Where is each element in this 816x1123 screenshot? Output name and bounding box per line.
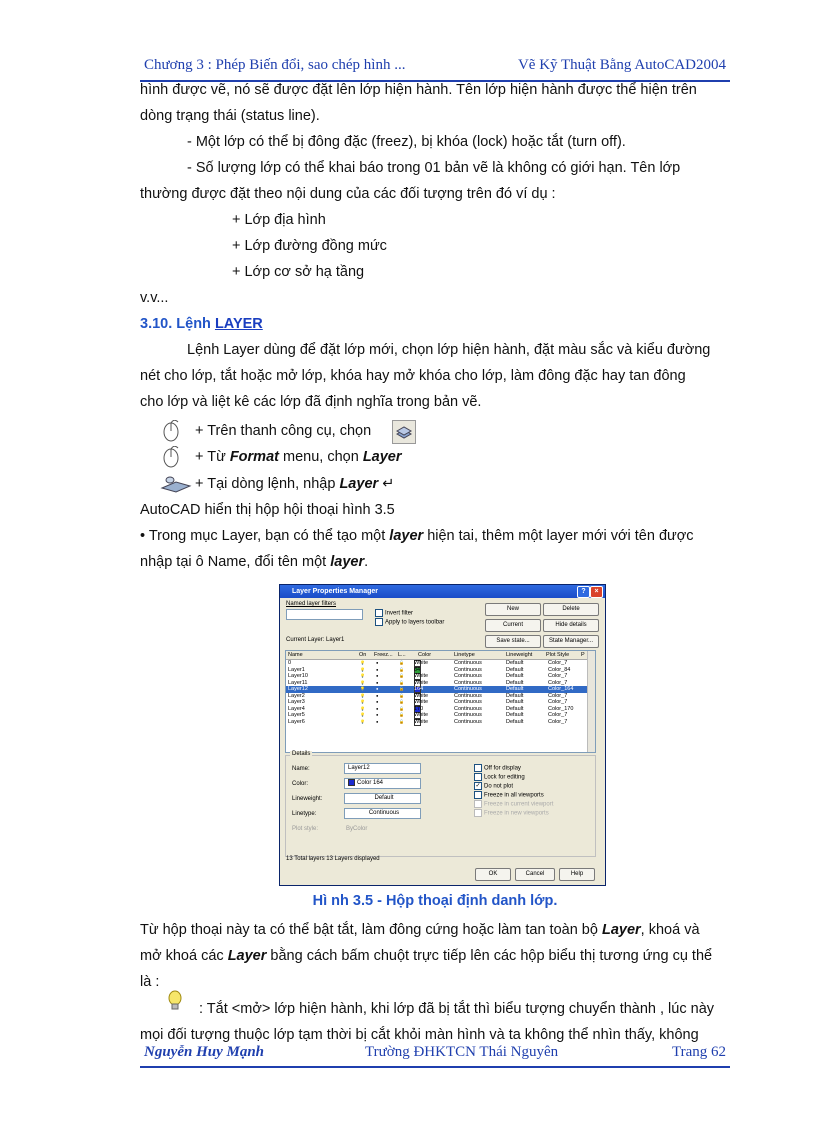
section-heading: 3.10. Lệnh LAYER	[140, 316, 263, 332]
layer-row[interactable]: Layer12 💡 ● 🔓 164 Continuous Default Color_164	[286, 686, 595, 693]
method-toolbar: + Trên thanh công cụ, chọn	[195, 423, 372, 439]
layer-row[interactable]: 0 💡 ● 🔓 White Continuous Default Color_7	[288, 660, 568, 666]
footer-page-number: Trang 62	[671, 1044, 726, 1060]
mouse-icon	[160, 420, 182, 442]
lightbulb-icon	[167, 990, 183, 1012]
layer-row[interactable]: Layer1 💡 ● 🔓 84 Continuous Default Color_84	[288, 666, 571, 673]
paragraph-line: • Trong mục Layer, bạn có thể tạo một layer hiện tai, thêm một layer mới với tên được	[140, 528, 694, 544]
hide-details-button[interactable]: Hide details	[543, 619, 599, 632]
dialog-titlebar	[280, 585, 605, 598]
page-footer	[140, 1040, 730, 1068]
body-text-mid	[140, 497, 730, 575]
header-chapter: Chương 3 : Phép Biến đổi, sao chép hình ...	[144, 57, 406, 73]
off-display-checkbox[interactable]: Off for display	[474, 764, 521, 772]
method-command-line: + Tại dòng lệnh, nhập Layer ↵	[195, 476, 395, 492]
body-text-top	[140, 77, 730, 415]
footer-author: Nguyễn Huy Mạnh	[144, 1044, 265, 1060]
filter-dropdown[interactable]	[286, 609, 363, 620]
layer-row[interactable]: Layer10 💡 ● 🔓 White Continuous Default Color_7	[288, 673, 568, 679]
mouse-icon	[160, 446, 182, 468]
body-text-bottom	[140, 917, 730, 995]
paragraph-line: AutoCAD hiển thị hộp hội thoại hình 3.5	[140, 502, 395, 518]
dialog-title: Layer Properties Manager	[292, 588, 378, 595]
current-button[interactable]: Current	[485, 619, 541, 632]
figure-caption: Hì nh 3.5 - Hộp thoại định danh lớp.	[312, 893, 558, 909]
header-book-title: Vẽ Kỹ Thuật Bằng AutoCAD2004	[517, 57, 726, 73]
help-icon[interactable]: ?	[577, 586, 590, 598]
help-button[interactable]: Help	[559, 868, 595, 881]
do-not-plot-checkbox[interactable]: ✓ Do not plot	[475, 783, 514, 790]
layer-command-link[interactable]: LAYER	[214, 316, 263, 332]
plot-style-value: ByColor	[346, 826, 368, 832]
layer-list[interactable]	[285, 650, 596, 753]
paragraph-line: Từ hộp thoại này ta có thể bật tắt, làm đông cứng hoặc làm tan toàn bộ Layer, khoá và	[140, 922, 700, 938]
footer-school: Trường ĐHKTCN Thái Nguyên	[365, 1044, 559, 1060]
paragraph-line: hình được vẽ, nó sẽ được đặt lên lớp hiện hành. Tên lớp hiện hành được thể hiện trên	[140, 82, 697, 98]
freeze-new-checkbox[interactable]: Freeze in new viewports	[474, 809, 549, 817]
lock-edit-checkbox[interactable]: Lock for editing	[474, 773, 525, 781]
details-panel	[285, 751, 596, 857]
layer-row[interactable]: Layer2 💡 ● 🔓 White Continuous Default Color_7	[288, 692, 568, 699]
ok-button[interactable]: OK	[475, 868, 511, 881]
name-label: Name:	[292, 766, 310, 772]
paragraph-line: nhập tại ô Name, đổi tên một layer.	[140, 554, 369, 570]
layer-row[interactable]: Layer5 💡 ● 🔓 White Continuous Default Color_7	[288, 712, 568, 718]
method-format-menu: + Từ Format menu, chọn Layer	[195, 449, 402, 465]
plot-style-label: Plot style:	[292, 826, 319, 832]
lineweight-label: Lineweight:	[292, 796, 323, 802]
state-manager-button[interactable]: State Manager...	[543, 635, 599, 648]
layer-row[interactable]: Layer11 💡 ● 🔓 White Continuous Default Color_7	[288, 679, 568, 686]
paragraph-line: Lệnh Layer dùng để đặt lớp mới, chọn lớp hiện hành, đặt màu sắc và kiểu đường	[187, 342, 711, 358]
new-button[interactable]: New	[485, 603, 541, 616]
example-item: + Lớp cơ sở hạ tầng	[232, 264, 365, 280]
cancel-button[interactable]: Cancel	[515, 868, 555, 881]
paragraph-line: v.v...	[140, 290, 169, 306]
close-icon[interactable]: ×	[590, 586, 603, 598]
color-label: Color:	[292, 781, 309, 787]
delete-button[interactable]: Delete	[543, 603, 599, 616]
keyboard-icon	[160, 474, 192, 494]
layer-row[interactable]: Layer3 💡 ● 🔓 White Continuous Default Color_7	[288, 699, 568, 705]
freeze-current-checkbox[interactable]: Freeze in current viewport	[474, 800, 553, 808]
save-state-button[interactable]: Save state...	[485, 635, 541, 648]
named-filters-label: Named layer filters	[286, 601, 337, 607]
layer-list-header: Name On Freez... L... Color Linetype Lineweight Plot Style P	[286, 651, 595, 660]
paragraph-line: là :	[140, 974, 160, 990]
layers-toolbar-icon[interactable]	[392, 420, 416, 444]
layer-row[interactable]: Layer4 💡 ● 🔓 170 Continuous Default Color_170	[288, 705, 574, 712]
paragraph-line: - Số lượng lớp có thể khai báo trong 01 bản vẽ là không có giới hạn. Tên lớp	[187, 160, 681, 176]
lineweight-select[interactable]: Default	[344, 793, 421, 804]
layer-count-status: 13 Total layers 13 Layers displayed	[286, 856, 380, 862]
color-select[interactable]: Color 164	[344, 778, 421, 789]
layer-list-scrollbar[interactable]	[587, 651, 595, 752]
layer-row[interactable]: Layer6 💡 ● 🔓 White Continuous Default Color_7	[288, 718, 568, 725]
example-item: + Lớp địa hình	[232, 212, 326, 228]
paragraph-line: - Một lớp có thể bị đông đặc (freez), bị khóa (lock) hoặc tắt (turn off).	[187, 134, 626, 150]
apply-toolbar-checkbox[interactable]: Apply to layers toolbar	[375, 618, 444, 626]
freeze-all-checkbox[interactable]: Freeze in all viewports	[474, 791, 544, 799]
paragraph-line: dòng trạng thái (status line).	[140, 108, 320, 124]
paragraph-line: thường được đặt theo nội dung của các đối tượng trên đó ví dụ :	[140, 186, 556, 202]
linetype-label: Linetype:	[292, 811, 317, 817]
linetype-select[interactable]: Continuous	[344, 808, 421, 819]
paragraph-line: mọi đối tượng thuộc lớp tạm thời bị cắt khỏi màn hình và ta không thể nhìn thấy, không	[140, 1027, 699, 1043]
name-field[interactable]: Layer12	[344, 763, 421, 774]
paragraph-line: nét cho lớp, tắt hoặc mở lớp, khóa hay mở khóa cho lớp, làm đông đặc hay tan đông	[140, 368, 686, 384]
details-label: Details	[292, 751, 311, 757]
example-item: + Lớp đường đồng mức	[232, 238, 387, 254]
invert-filter-checkbox[interactable]: Invert filter	[375, 609, 413, 617]
paragraph-line: mở khoá các Layer bằng cách bấm chuột trực tiếp lên các hộp biểu thị tương ứng cụ thể	[140, 948, 713, 964]
current-layer-label: Current Layer: Layer1	[286, 637, 345, 643]
paragraph-line: : Tắt <mở> lớp hiện hành, khi lớp đã bị tắt thì biểu tượng chuyển thành , lúc này	[199, 1001, 715, 1017]
layer-properties-dialog	[279, 584, 606, 886]
paragraph-line: cho lớp và liệt kê các lớp đã định nghĩa trong bản vẽ.	[140, 394, 482, 410]
